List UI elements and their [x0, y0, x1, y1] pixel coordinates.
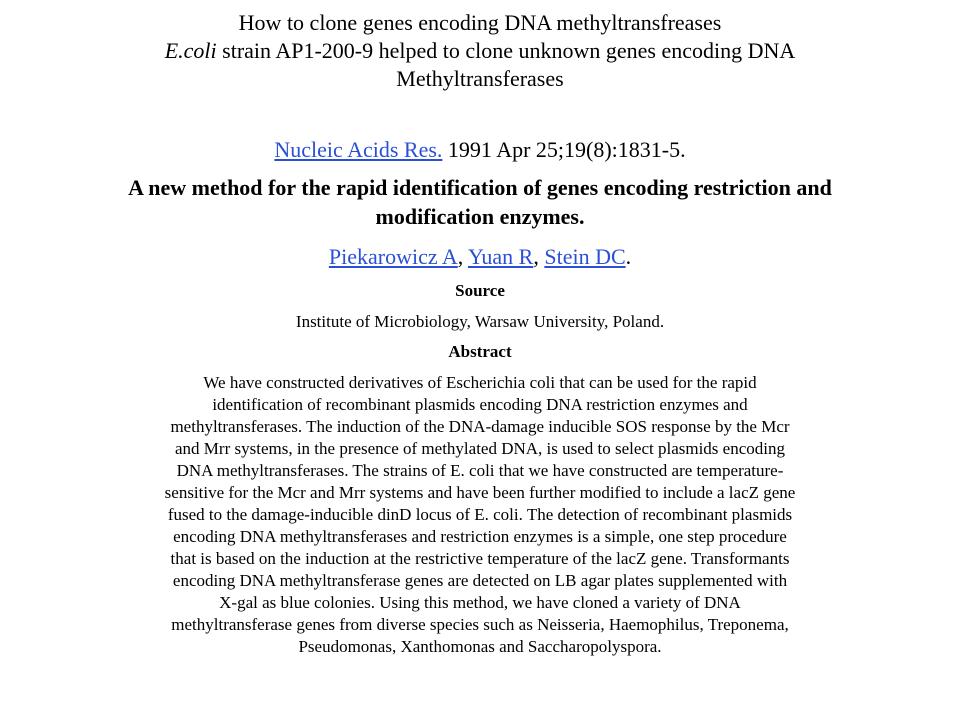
- abstract-line: Pseudomonas, Xanthomonas and Saccharopolyspora.: [298, 637, 662, 656]
- abstract-line: sensitive for the Mcr and Mrr systems and have been further modified to include a lacZ gene: [164, 483, 796, 502]
- abstract-line: X-gal as blue colonies. Using this method, we have cloned a variety of DNA: [219, 593, 741, 612]
- authors-terminator: .: [625, 244, 632, 269]
- source-heading: Source: [455, 281, 505, 300]
- title-organism-italic: E.coli: [164, 38, 217, 63]
- abstract-line: fused to the damage-inducible dinD locus of E. coli. The detection of recombinant plasmids: [167, 505, 793, 524]
- abstract-line: that is based on the induction at the restrictive temperature of the lacZ gene. Transformants: [170, 549, 790, 568]
- abstract-line: identification of recombinant plasmids encoding DNA restriction enzymes and: [212, 395, 748, 414]
- abstract-line: DNA methyltransferases. The strains of E. coli that we have constructed are temperature-: [176, 461, 784, 480]
- paper-title: A new method for the rapid identification of genes encoding restriction and modification enzymes.: [128, 175, 832, 229]
- abstract-line: We have constructed derivatives of Escherichia coli that can be used for the rapid: [203, 373, 757, 392]
- source-affiliation: Institute of Microbiology, Warsaw University, Poland.: [295, 312, 665, 331]
- authors-line: [80, 243, 880, 271]
- abstract-heading: Abstract: [448, 342, 512, 361]
- citation-line: [80, 136, 880, 164]
- title-line-3: Methyltransferases: [396, 66, 564, 91]
- author-link-yuan[interactable]: Yuan R: [467, 244, 534, 269]
- abstract-line: and Mrr systems, in the presence of methylated DNA, is used to select plasmids encoding: [175, 439, 785, 458]
- abstract-line: encoding DNA methyltransferase genes are detected on LB agar plates supplemented with: [172, 571, 788, 590]
- author-separator: ,: [533, 244, 545, 269]
- abstract-line: encoding DNA methyltransferases and restriction enzymes is a simple, one step procedure: [173, 527, 787, 546]
- abstract-body: [80, 372, 880, 658]
- slide-title: [60, 9, 900, 93]
- title-line-2: [60, 37, 900, 65]
- abstract-line: methyltransferases. The induction of the DNA-damage inducible SOS response by the Mcr: [170, 417, 790, 436]
- author-link-stein[interactable]: Stein DC: [544, 244, 626, 269]
- abstract-line: methyltransferase genes from diverse species such as Neisseria, Haemophilus, Treponema,: [171, 615, 789, 634]
- title-line-2-rest: strain AP1-200-9 helped to clone unknown genes encoding DNA: [216, 38, 796, 63]
- title-line-1: How to clone genes encoding DNA methyltransfreases: [238, 10, 722, 35]
- citation-details: 1991 Apr 25;19(8):1831-5.: [442, 137, 686, 162]
- journal-link[interactable]: Nucleic Acids Res.: [274, 137, 443, 162]
- author-separator: ,: [457, 244, 468, 269]
- author-link-piekarowicz[interactable]: Piekarowicz A: [328, 244, 458, 269]
